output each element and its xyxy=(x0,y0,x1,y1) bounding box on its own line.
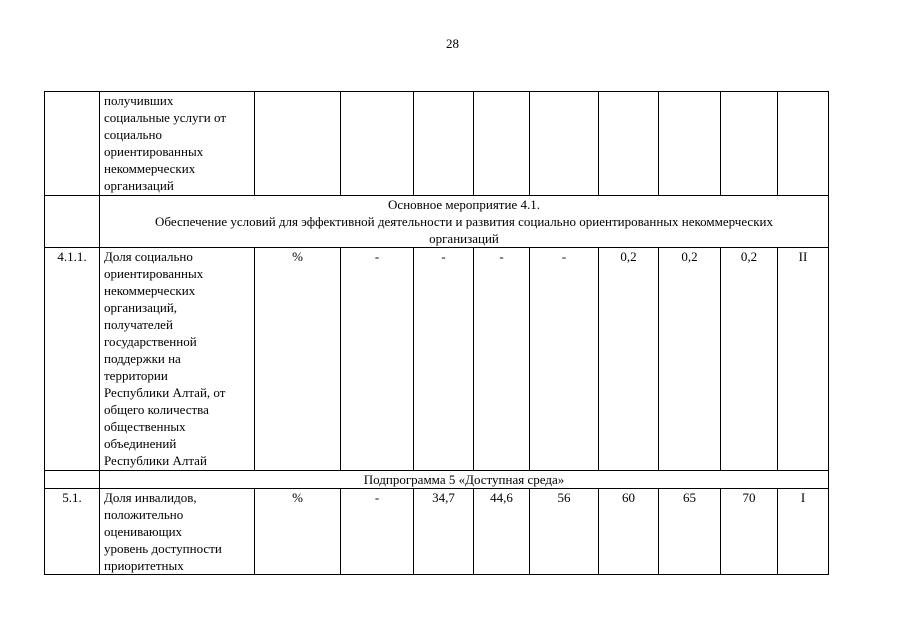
row-name xyxy=(100,248,255,471)
row-name xyxy=(100,92,255,196)
row-name-line: положительно xyxy=(104,507,184,522)
row-category xyxy=(778,92,829,196)
row-unit: % xyxy=(255,489,341,575)
section-code-cell xyxy=(45,471,100,489)
row-name-line: Республики Алтай xyxy=(104,453,207,468)
row-value xyxy=(474,92,530,196)
row-value: 0,2 xyxy=(721,248,778,471)
row-name-line: социально xyxy=(104,127,162,142)
section-title-line: Обеспечение условий для эффективной деятельности и развития социально ориентированных некоммерческих xyxy=(155,214,773,229)
row-name-line: оценивающих xyxy=(104,524,183,539)
row-unit xyxy=(255,92,341,196)
row-value: - xyxy=(341,248,414,471)
row-category: II xyxy=(778,248,829,471)
row-name-line: уровень доступности xyxy=(104,541,222,556)
row-value: 44,6 xyxy=(474,489,530,575)
row-code: 4.1.1. xyxy=(45,248,100,471)
row-name-line: государственной xyxy=(104,334,197,349)
section-title-4-1 xyxy=(100,196,829,248)
row-name-line: объединений xyxy=(104,436,177,451)
row-value: - xyxy=(530,248,599,471)
section-title-line: организаций xyxy=(429,231,499,246)
table-row-continued xyxy=(45,92,829,196)
row-name-line: общественных xyxy=(104,419,186,434)
table-row-5-1 xyxy=(45,489,829,575)
row-name-line: получивших xyxy=(104,93,174,108)
row-name xyxy=(100,489,255,575)
row-value xyxy=(414,92,474,196)
row-value: 34,7 xyxy=(414,489,474,575)
row-value xyxy=(599,92,659,196)
section-code-cell xyxy=(45,196,100,248)
page-number: 28 xyxy=(446,36,459,51)
row-name-line: социальные услуги от xyxy=(104,110,227,125)
section-title-line: Основное мероприятие 4.1. xyxy=(388,197,540,212)
indicators-table xyxy=(44,91,829,575)
row-value: - xyxy=(341,489,414,575)
row-name-line: ориентированных xyxy=(104,266,204,281)
row-category: I xyxy=(778,489,829,575)
row-value: 56 xyxy=(530,489,599,575)
row-name-line: Республики Алтай, от xyxy=(104,385,226,400)
row-name-line: некоммерческих xyxy=(104,161,196,176)
row-value: 0,2 xyxy=(659,248,721,471)
row-value xyxy=(341,92,414,196)
row-value: 60 xyxy=(599,489,659,575)
row-name-line: поддержки на xyxy=(104,351,181,366)
row-value: 65 xyxy=(659,489,721,575)
row-name-line: ориентированных xyxy=(104,144,204,159)
row-name-line: Доля инвалидов, xyxy=(104,490,197,505)
row-name-line: некоммерческих xyxy=(104,283,196,298)
section-row-5 xyxy=(45,471,829,489)
row-value: - xyxy=(414,248,474,471)
row-name-line: приоритетных xyxy=(104,558,184,573)
row-code xyxy=(45,92,100,196)
row-value: 70 xyxy=(721,489,778,575)
row-name-line: получателей xyxy=(104,317,173,332)
table-row-4-1-1 xyxy=(45,248,829,471)
row-name-line: общего количества xyxy=(104,402,209,417)
row-name-line: территории xyxy=(104,368,168,383)
row-value: 0,2 xyxy=(599,248,659,471)
section-row-4-1 xyxy=(45,196,829,248)
row-unit: % xyxy=(255,248,341,471)
row-value xyxy=(721,92,778,196)
row-value: - xyxy=(474,248,530,471)
row-value xyxy=(659,92,721,196)
section-title-5: Подпрограмма 5 «Доступная среда» xyxy=(100,471,829,489)
row-code: 5.1. xyxy=(45,489,100,575)
row-name-line: организаций xyxy=(104,178,174,193)
row-name-line: Доля социально xyxy=(104,249,193,264)
row-value xyxy=(530,92,599,196)
row-name-line: организаций, xyxy=(104,300,178,315)
